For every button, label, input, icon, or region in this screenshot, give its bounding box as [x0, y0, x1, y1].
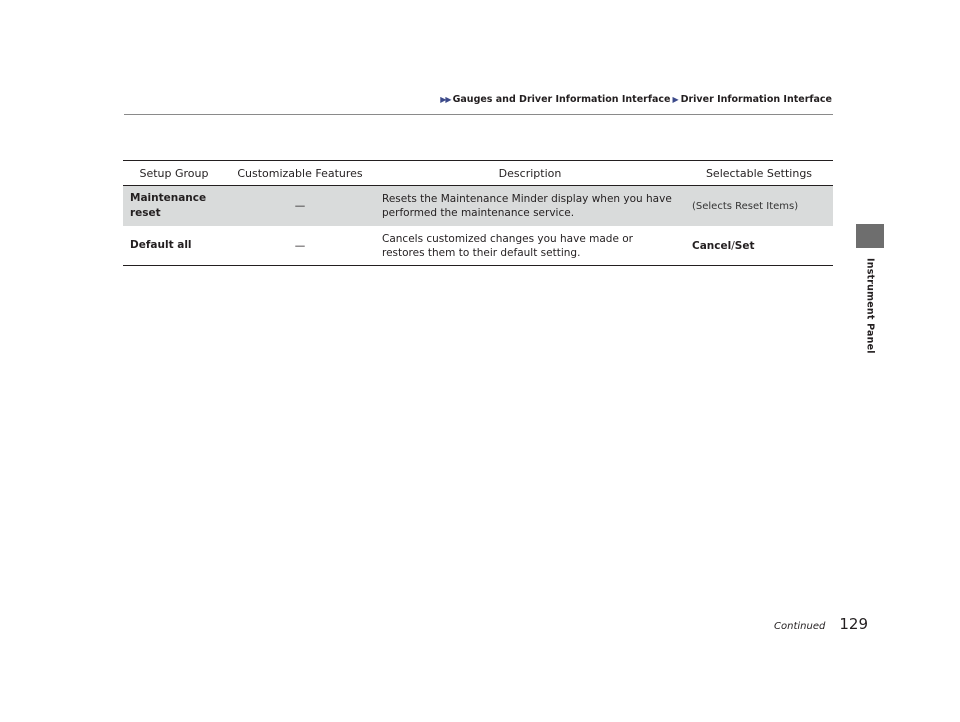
- table-header-row: [123, 161, 833, 186]
- double-arrow-icon: ▶▶: [440, 95, 451, 104]
- cell-settings: [685, 226, 833, 266]
- header-divider: [124, 114, 833, 115]
- breadcrumb: [440, 94, 832, 105]
- cell-feature: —: [225, 226, 375, 266]
- page-footer: [774, 615, 868, 633]
- cell-setup-group: Default all: [123, 226, 225, 266]
- cell-description: Cancels customized changes you have made or restores them to their default setting.: [375, 226, 685, 266]
- cell-settings: (Selects Reset Items): [685, 186, 833, 227]
- header-description: Description: [375, 161, 685, 186]
- settings-table: [123, 160, 833, 266]
- arrow-icon: ▶: [672, 95, 679, 104]
- option-cancel: Cancel: [692, 239, 732, 252]
- continued-label: Continued: [774, 621, 826, 632]
- option-separator: /: [731, 239, 735, 252]
- cell-description: Resets the Maintenance Minder display when you have performed the maintenance service.: [375, 186, 685, 227]
- header-customizable-features: Customizable Features: [225, 161, 375, 186]
- section-tab-marker: [856, 224, 884, 248]
- breadcrumb-item-gauges[interactable]: Gauges and Driver Information Interface: [452, 94, 671, 105]
- section-tab-label: [856, 258, 884, 354]
- breadcrumb-item-driver-info[interactable]: Driver Information Interface: [680, 94, 832, 105]
- page-number: 129: [839, 615, 868, 633]
- option-set: Set: [734, 239, 755, 252]
- cell-feature: —: [225, 186, 375, 227]
- table-row: [123, 186, 833, 227]
- header-setup-group: Setup Group: [123, 161, 225, 186]
- table-row: [123, 226, 833, 266]
- section-tab-text: Instrument Panel: [864, 258, 876, 354]
- header-selectable-settings: Selectable Settings: [685, 161, 833, 186]
- cell-setup-group: Maintenance reset: [123, 186, 225, 227]
